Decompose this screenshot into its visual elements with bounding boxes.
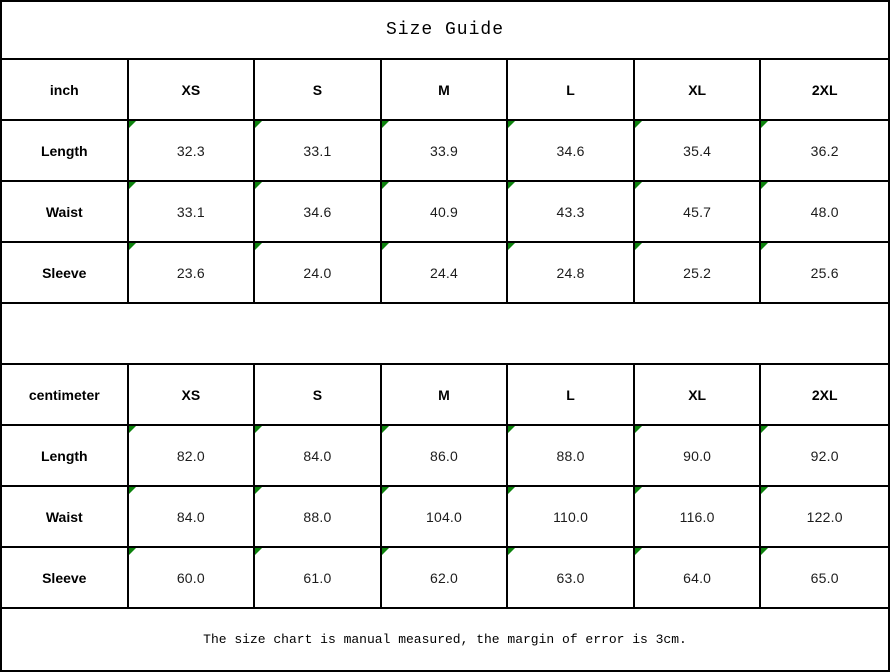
value-cell-text: 64.0 <box>683 569 712 586</box>
comment-marker-triangle <box>635 243 642 250</box>
value-cell <box>635 243 762 304</box>
comment-marker-triangle <box>508 426 515 433</box>
value-cell-text: 24.0 <box>303 264 332 281</box>
row-label-cell <box>2 182 129 243</box>
comment-marker-triangle <box>255 182 262 189</box>
value-cell-text: 65.0 <box>810 569 839 586</box>
size-header-cell <box>761 60 888 121</box>
value-cell <box>761 426 888 487</box>
value-cell-text: 116.0 <box>679 508 715 525</box>
value-cell-text: 86.0 <box>429 447 459 464</box>
comment-marker-triangle <box>129 182 136 189</box>
size-header-cell-text: L <box>566 386 575 403</box>
value-cell <box>129 426 256 487</box>
comment-marker-triangle <box>382 182 389 189</box>
comment-marker-triangle <box>255 487 262 494</box>
page-title: Size Guide <box>2 2 888 60</box>
size-header-cell-text: XL <box>688 81 707 98</box>
row-label-cell <box>2 426 129 487</box>
comment-marker-triangle <box>382 121 389 128</box>
comment-marker-triangle <box>129 548 136 555</box>
value-cell-text: 61.0 <box>303 569 332 586</box>
value-cell-text: 34.6 <box>556 142 585 159</box>
comment-marker-triangle <box>761 243 768 250</box>
size-header-cell-text: M <box>438 386 450 403</box>
value-cell-text: 34.6 <box>303 203 332 220</box>
value-cell <box>635 182 762 243</box>
size-header-cell <box>255 365 382 426</box>
value-cell-text: 84.0 <box>303 447 332 464</box>
size-header-cell <box>508 60 635 121</box>
comment-marker-triangle <box>255 426 262 433</box>
size-header-cell <box>761 365 888 426</box>
spacer-row <box>2 304 888 365</box>
value-cell-text: 90.0 <box>683 447 712 464</box>
unit-header-cell <box>2 60 129 121</box>
comment-marker-triangle <box>635 121 642 128</box>
size-header-cell-text: 2XL <box>811 81 838 98</box>
comment-marker-triangle <box>508 548 515 555</box>
value-cell <box>382 182 509 243</box>
value-cell-text: 48.0 <box>810 203 839 220</box>
value-cell-text: 122.0 <box>806 508 843 525</box>
size-header-cell-text: XS <box>181 81 201 98</box>
row-label-cell-text: Waist <box>45 203 83 220</box>
value-cell-text: 110.0 <box>553 508 589 525</box>
value-cell <box>382 487 509 548</box>
value-cell-text: 88.0 <box>556 447 585 464</box>
value-cell <box>761 548 888 609</box>
value-cell <box>508 426 635 487</box>
comment-marker-triangle <box>635 182 642 189</box>
size-header-cell-text: XL <box>688 386 707 403</box>
value-cell <box>761 487 888 548</box>
value-cell <box>255 487 382 548</box>
value-cell <box>382 121 509 182</box>
value-cell <box>129 182 256 243</box>
value-cell-text: 25.2 <box>683 264 712 281</box>
comment-marker-triangle <box>129 121 136 128</box>
value-cell <box>255 426 382 487</box>
size-header-cell <box>508 365 635 426</box>
value-cell-text: 82.0 <box>176 447 205 464</box>
row-label-cell-text: Sleeve <box>42 264 87 281</box>
size-header-cell <box>635 60 762 121</box>
comment-marker-triangle <box>761 487 768 494</box>
unit-header-cell-text: inch <box>49 81 79 98</box>
value-cell <box>761 121 888 182</box>
value-cell <box>508 121 635 182</box>
row-label-cell-text: Waist <box>45 508 83 525</box>
value-cell <box>382 243 509 304</box>
value-cell <box>129 487 256 548</box>
row-label-cell <box>2 548 129 609</box>
value-cell-text: 33.9 <box>429 142 459 159</box>
comment-marker-triangle <box>382 426 389 433</box>
comment-marker-triangle <box>761 121 768 128</box>
size-header-cell <box>382 365 509 426</box>
value-cell-text: 62.0 <box>429 569 459 586</box>
value-cell <box>761 243 888 304</box>
value-cell <box>508 548 635 609</box>
size-header-cell <box>129 60 256 121</box>
value-cell-text: 33.1 <box>176 203 205 220</box>
value-cell-text: 33.1 <box>303 142 332 159</box>
row-label-cell <box>2 121 129 182</box>
comment-marker-triangle <box>635 426 642 433</box>
comment-marker-triangle <box>761 426 768 433</box>
comment-marker-triangle <box>129 426 136 433</box>
comment-marker-triangle <box>255 243 262 250</box>
value-cell <box>761 182 888 243</box>
value-cell <box>129 121 256 182</box>
comment-marker-triangle <box>129 487 136 494</box>
row-label-cell <box>2 487 129 548</box>
value-cell-text: 25.6 <box>810 264 839 281</box>
comment-marker-triangle <box>635 487 642 494</box>
value-cell <box>129 243 256 304</box>
value-cell-text: 36.2 <box>810 142 839 159</box>
value-cell-text: 23.6 <box>176 264 205 281</box>
value-cell <box>508 182 635 243</box>
value-cell-text: 45.7 <box>683 203 712 220</box>
size-header-cell-text: 2XL <box>811 386 838 403</box>
comment-marker-triangle <box>508 121 515 128</box>
size-header-cell <box>382 60 509 121</box>
value-cell-text: 63.0 <box>556 569 585 586</box>
size-header-cell-text: S <box>312 386 323 403</box>
comment-marker-triangle <box>508 182 515 189</box>
value-cell <box>382 548 509 609</box>
value-cell <box>255 243 382 304</box>
value-cell-text: 84.0 <box>176 508 205 525</box>
value-cell <box>635 121 762 182</box>
row-label-cell-text: Length <box>40 142 88 159</box>
comment-marker-triangle <box>635 548 642 555</box>
value-cell-text: 104.0 <box>425 508 463 525</box>
size-header-cell-text: S <box>312 81 323 98</box>
size-header-cell <box>129 365 256 426</box>
value-cell-text: 43.3 <box>556 203 585 220</box>
value-cell <box>508 243 635 304</box>
size-header-cell-text: XS <box>181 386 201 403</box>
comment-marker-triangle <box>761 182 768 189</box>
size-tables-grid <box>2 60 888 609</box>
value-cell <box>255 182 382 243</box>
size-header-cell <box>255 60 382 121</box>
value-cell-text: 24.4 <box>429 264 459 281</box>
comment-marker-triangle <box>761 548 768 555</box>
measurement-note: The size chart is manual measured, the margin of error is 3cm. <box>203 632 687 647</box>
unit-header-cell <box>2 365 129 426</box>
value-cell-text: 24.8 <box>556 264 585 281</box>
comment-marker-triangle <box>382 487 389 494</box>
row-label-cell-text: Length <box>40 447 88 464</box>
comment-marker-triangle <box>382 548 389 555</box>
comment-marker-triangle <box>508 487 515 494</box>
value-cell <box>508 487 635 548</box>
value-cell-text: 92.0 <box>810 447 839 464</box>
size-header-cell-text: M <box>438 81 450 98</box>
value-cell <box>129 548 256 609</box>
value-cell <box>635 548 762 609</box>
unit-header-cell-text: centimeter <box>28 386 100 403</box>
comment-marker-triangle <box>129 243 136 250</box>
comment-marker-triangle <box>382 243 389 250</box>
size-header-cell-text: L <box>566 81 575 98</box>
value-cell-text: 88.0 <box>303 508 332 525</box>
row-label-cell-text: Sleeve <box>42 569 87 586</box>
row-label-cell <box>2 243 129 304</box>
comment-marker-triangle <box>508 243 515 250</box>
size-header-cell <box>635 365 762 426</box>
value-cell <box>255 121 382 182</box>
value-cell-text: 35.4 <box>683 142 712 159</box>
comment-marker-triangle <box>255 121 262 128</box>
value-cell <box>635 487 762 548</box>
value-cell-text: 32.3 <box>176 142 205 159</box>
value-cell <box>255 548 382 609</box>
value-cell-text: 40.9 <box>429 203 459 220</box>
value-cell <box>382 426 509 487</box>
value-cell-text: 60.0 <box>176 569 205 586</box>
value-cell <box>635 426 762 487</box>
comment-marker-triangle <box>255 548 262 555</box>
